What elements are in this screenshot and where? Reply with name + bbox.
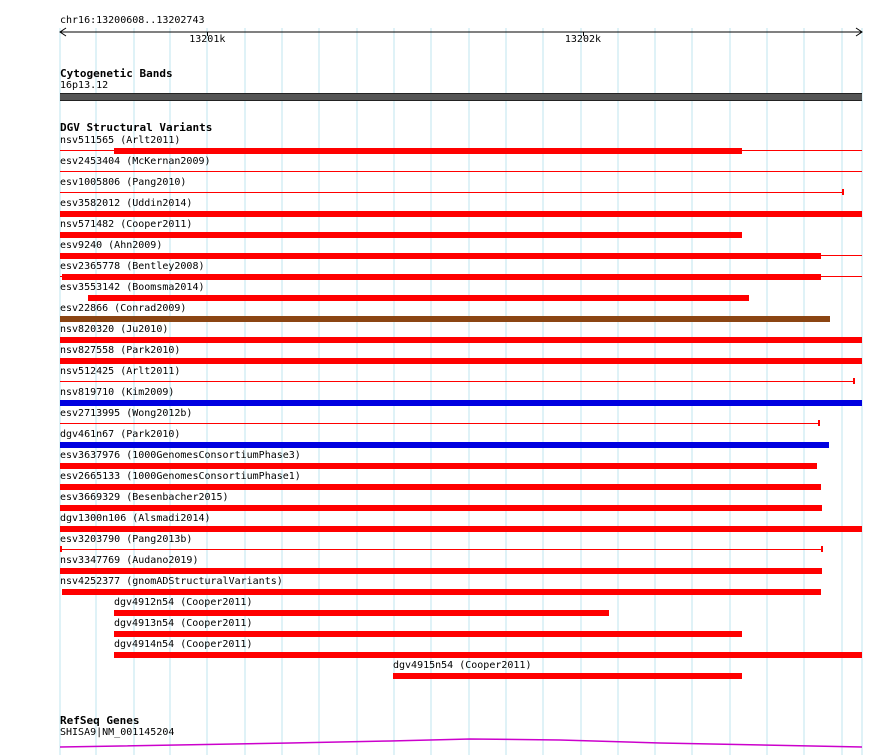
variant-label: dgv4915n54 (Cooper2011)	[393, 660, 532, 671]
variant-bar[interactable]	[60, 253, 821, 259]
ruler-coordinates: chr16:13200608..13202743	[60, 15, 205, 26]
variant-bar[interactable]	[60, 232, 742, 238]
variant-label: esv3203790 (Pang2013b)	[60, 534, 193, 545]
variant-bar[interactable]	[60, 463, 817, 469]
cytoband-label: 16p13.12	[60, 80, 109, 91]
variant-label: esv2453404 (McKernan2009)	[60, 156, 211, 167]
variant-label: dgv4913n54 (Cooper2011)	[114, 618, 253, 629]
variant-bar[interactable]	[60, 505, 822, 511]
variant-label: nsv512425 (Arlt2011)	[60, 366, 181, 377]
variant-span-line[interactable]	[60, 381, 854, 382]
cytoband-track-title[interactable]: Cytogenetic Bands	[60, 67, 173, 80]
variant-span-line[interactable]	[60, 171, 862, 172]
variant-label: esv2713995 (Wong2012b)	[60, 408, 193, 419]
variant-bar[interactable]	[88, 295, 749, 301]
variant-bar[interactable]	[60, 484, 821, 490]
variant-label: dgv4914n54 (Cooper2011)	[114, 639, 253, 650]
variant-label: dgv4912n54 (Cooper2011)	[114, 597, 253, 608]
ruler-tick-label: 13201k	[189, 34, 226, 45]
variant-label: nsv571482 (Cooper2011)	[60, 219, 193, 230]
variant-label: nsv819710 (Kim2009)	[60, 387, 175, 398]
variant-bar[interactable]	[60, 442, 829, 448]
variant-bar[interactable]	[114, 148, 742, 154]
variant-end-cap	[842, 189, 844, 195]
variant-label: nsv4252377 (gnomADStructuralVariants)	[60, 576, 283, 587]
variant-label: esv3637976 (1000GenomesConsortiumPhase3)	[60, 450, 301, 461]
variant-bar[interactable]	[60, 568, 822, 574]
gene-model[interactable]	[0, 735, 890, 755]
variant-label: esv3669329 (Besenbacher2015)	[60, 492, 229, 503]
variant-label: esv3582012 (Uddin2014)	[60, 198, 193, 209]
ruler-tick-label: 13202k	[564, 34, 602, 45]
variant-end-cap	[818, 420, 820, 426]
variant-bar[interactable]	[60, 526, 862, 532]
variant-end-cap	[821, 546, 823, 552]
variant-bar[interactable]	[114, 631, 742, 637]
variant-bar[interactable]	[60, 316, 830, 322]
variant-label: dgv461n67 (Park2010)	[60, 429, 181, 440]
variant-label: esv1005806 (Pang2010)	[60, 177, 187, 188]
cytoband-bar[interactable]	[60, 93, 862, 101]
variant-label: esv2365778 (Bentley2008)	[60, 261, 205, 272]
variant-span-line[interactable]	[60, 549, 822, 550]
variant-span-line[interactable]	[60, 423, 819, 424]
variant-bar[interactable]	[60, 211, 862, 217]
variant-label: esv9240 (Ahn2009)	[60, 240, 163, 251]
variant-label: nsv3347769 (Audano2019)	[60, 555, 199, 566]
variant-bar[interactable]	[60, 400, 862, 406]
ruler-scale	[0, 26, 890, 40]
variant-bar[interactable]	[114, 610, 609, 616]
variant-bar[interactable]	[60, 337, 862, 343]
variant-label: esv3553142 (Boomsma2014)	[60, 282, 205, 293]
variant-span-line[interactable]	[60, 192, 842, 193]
variant-label: nsv827558 (Park2010)	[60, 345, 181, 356]
gene-structure-line[interactable]	[60, 739, 862, 747]
variant-label: nsv511565 (Arlt2011)	[60, 135, 181, 146]
variant-bar[interactable]	[393, 673, 742, 679]
variant-bar[interactable]	[62, 589, 821, 595]
variant-label: dgv1300n106 (Alsmadi2014)	[60, 513, 211, 524]
dgv-track-title[interactable]: DGV Structural Variants	[60, 121, 213, 134]
gene-label: SHISA9|NM_001145204	[60, 727, 175, 738]
refseq-track-title[interactable]: RefSeq Genes	[60, 714, 140, 727]
variant-label: esv22866 (Conrad2009)	[60, 303, 187, 314]
variant-bar[interactable]	[62, 274, 821, 280]
variant-label: nsv820320 (Ju2010)	[60, 324, 169, 335]
variant-end-cap	[60, 546, 62, 552]
variant-bar[interactable]	[114, 652, 862, 658]
variant-end-cap	[853, 378, 855, 384]
variant-label: esv2665133 (1000GenomesConsortiumPhase1)	[60, 471, 301, 482]
variant-bar[interactable]	[60, 358, 862, 364]
